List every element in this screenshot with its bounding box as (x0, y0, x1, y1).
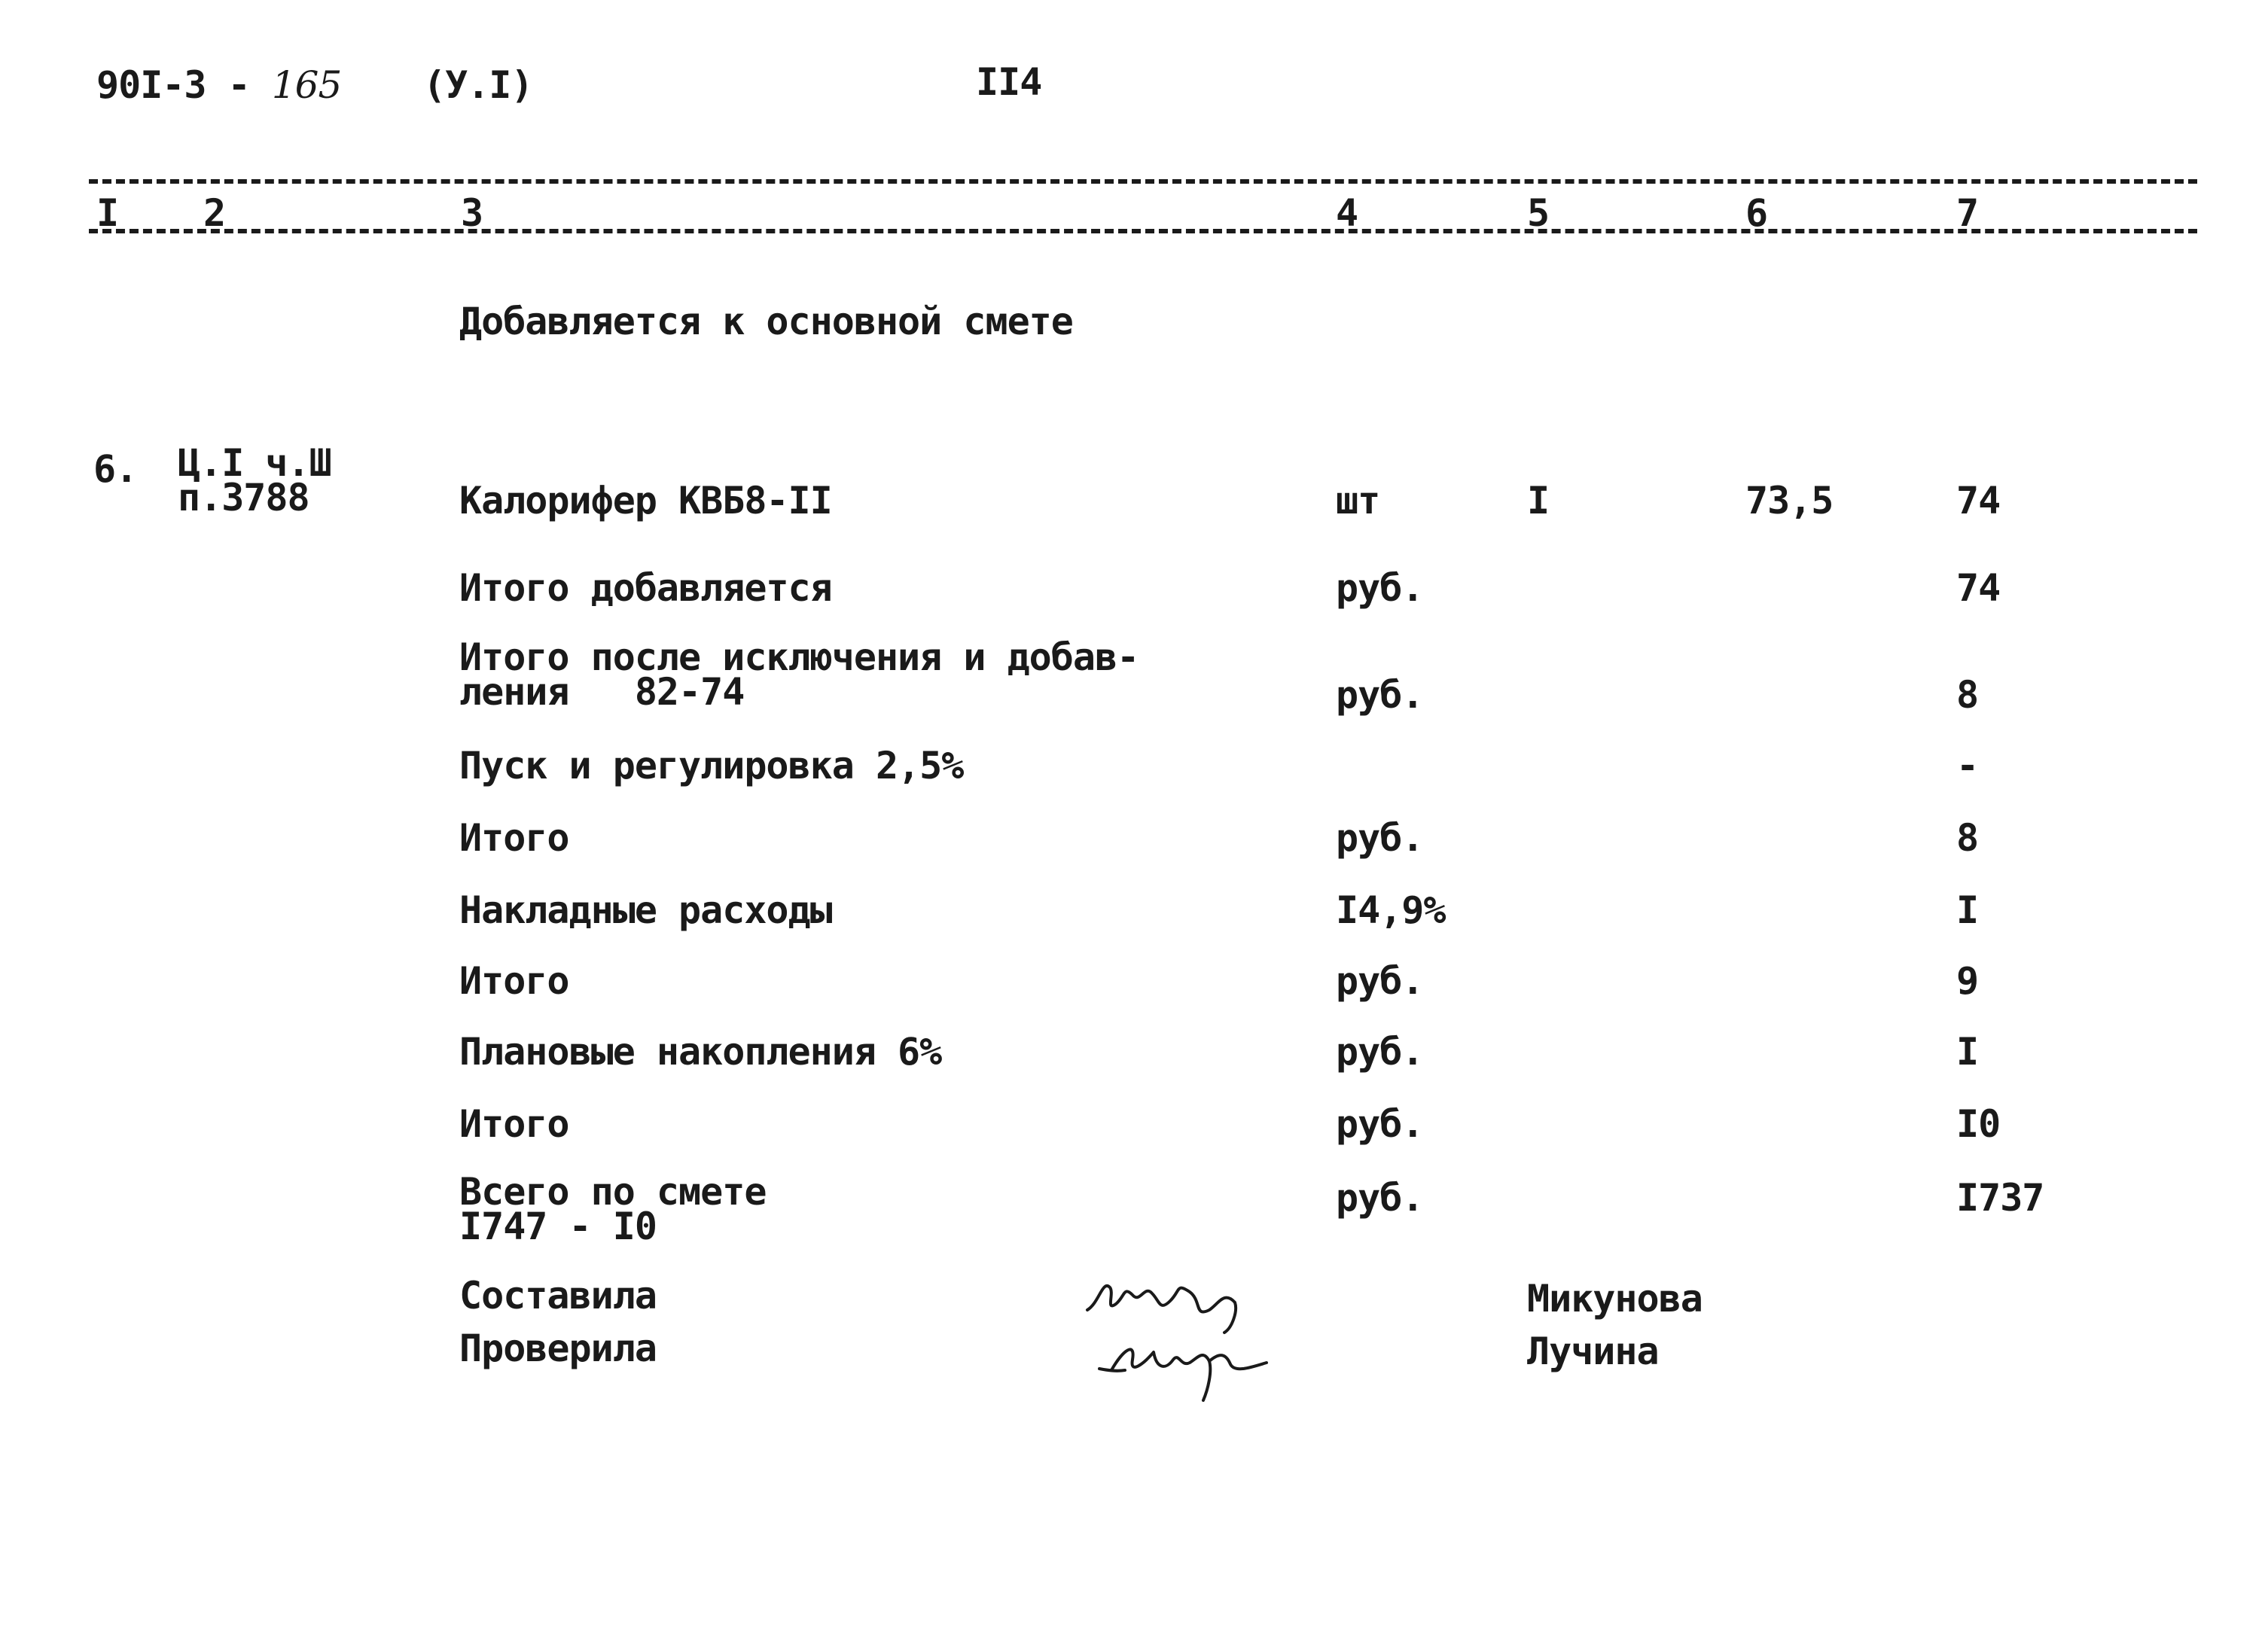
column-header-top-rule (89, 179, 2197, 184)
compiled-name: Микунова (1527, 1277, 1703, 1321)
column-header-bottom-rule (89, 229, 2197, 233)
row-name: Итого (459, 816, 569, 860)
row-unit: руб. (1336, 1176, 1424, 1220)
row-name: Плановые накопления 6% (459, 1030, 942, 1074)
row-name: Пуск и регулировка 2,5% (459, 744, 964, 787)
doc-code (96, 63, 342, 107)
checked-label: Проверила (459, 1327, 657, 1370)
row-total: - (1956, 744, 1979, 787)
row-unit: I4,9% (1336, 888, 1446, 932)
item-quantity: I (1527, 479, 1550, 522)
column-number-6: 6 (1745, 191, 1768, 235)
column-number-7: 7 (1956, 191, 1979, 235)
handwritten-signatures (1077, 1257, 1318, 1408)
doc-code-handwritten: 165 (271, 63, 342, 107)
row-total: I0 (1956, 1102, 2001, 1146)
doc-volume: (У.I) (423, 63, 533, 107)
row-name: Итого после исключения и добав- ления 82-74 (459, 635, 1139, 714)
checked-name: Лучина (1527, 1330, 1659, 1373)
row-unit: руб. (1336, 673, 1424, 717)
row-total: 9 (1956, 959, 1979, 1003)
row-total: 74 (1956, 566, 2001, 610)
row-total: 8 (1956, 816, 1979, 860)
row-total: I737 (1956, 1176, 2044, 1220)
row-total: I (1956, 888, 1979, 932)
row-name: Итого (459, 1102, 569, 1146)
item-unit: шт (1336, 479, 1380, 522)
row-unit: руб. (1336, 816, 1424, 860)
item-unit-price: 73,5 (1745, 479, 1834, 522)
row-unit: руб. (1336, 959, 1424, 1003)
column-number-1: I (96, 191, 119, 235)
page-number: II4 (976, 60, 1042, 104)
column-number-5: 5 (1527, 191, 1550, 235)
row-total: I (1956, 1030, 1979, 1074)
column-number-4: 4 (1336, 191, 1358, 235)
compiled-signature-scribble (1087, 1286, 1236, 1333)
checked-signature-scribble (1099, 1349, 1267, 1400)
item-reference: Ц.I ч.Ш п.3788 (178, 441, 331, 519)
row-name: Накладные расходы (459, 888, 832, 932)
row-name: Итого добавляется (459, 566, 832, 610)
compiled-label: Составила (459, 1274, 657, 1318)
row-name: Всего по смете I747 - I0 (459, 1170, 767, 1248)
doc-code-prefix: 90I-3 - (96, 63, 250, 107)
item-number: 6. (93, 447, 138, 491)
item-name: Калорифер КВБ8-II (459, 479, 832, 522)
row-unit: руб. (1336, 1102, 1424, 1146)
row-unit: руб. (1336, 1030, 1424, 1074)
section-title: Добавляется к основной смете (459, 300, 1073, 343)
column-number-2: 2 (203, 191, 226, 235)
row-unit: руб. (1336, 566, 1424, 610)
row-total: 8 (1956, 673, 1979, 717)
item-total: 74 (1956, 479, 2001, 522)
column-number-3: 3 (461, 191, 483, 235)
row-name: Итого (459, 959, 569, 1003)
